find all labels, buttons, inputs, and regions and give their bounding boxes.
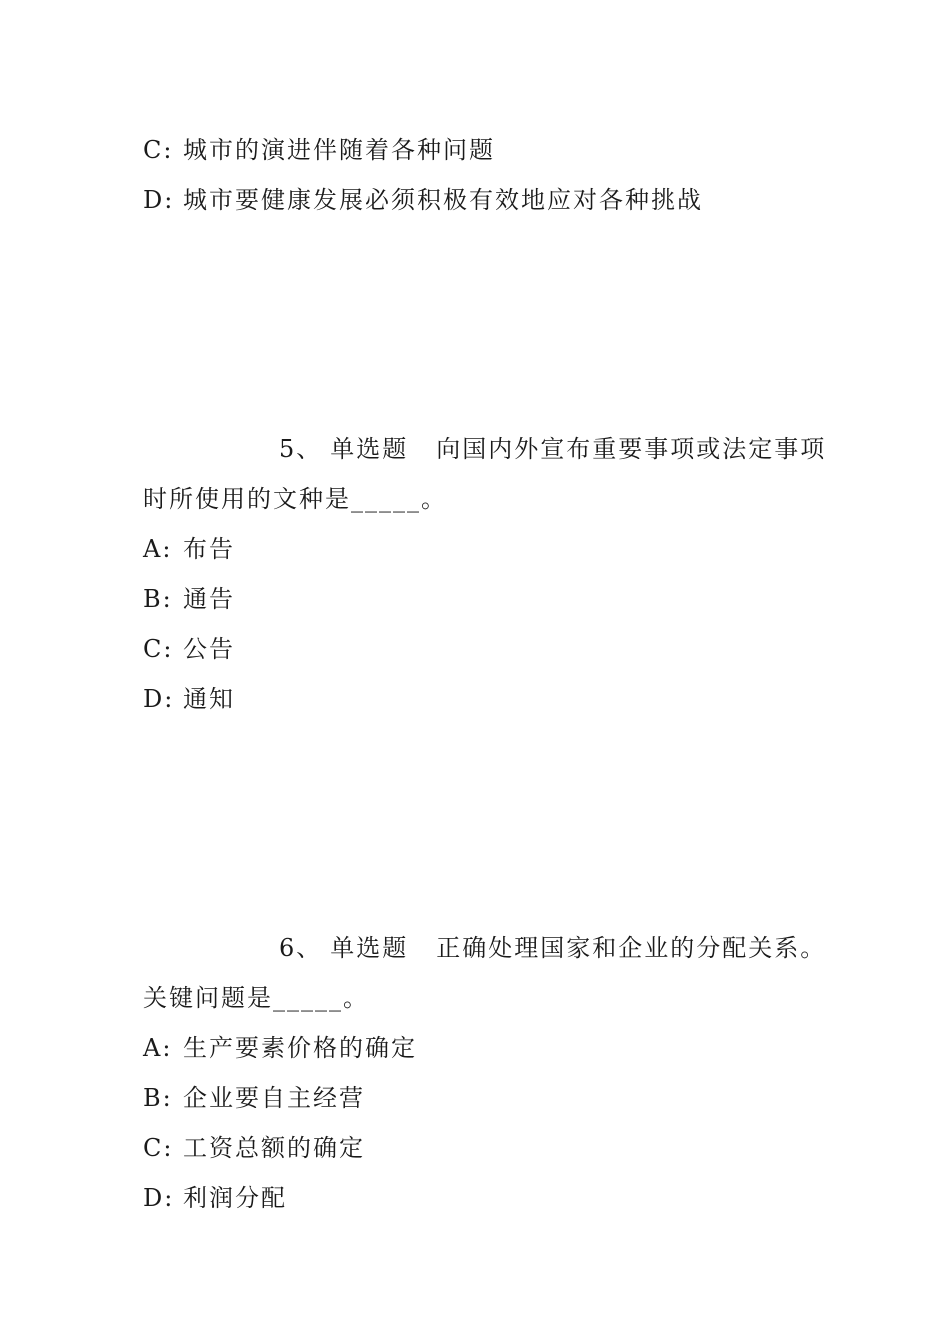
- question-type: 单选题: [330, 934, 409, 962]
- option-text: 生产要素价格的确定: [183, 1034, 417, 1062]
- option-text: 利润分配: [183, 1184, 287, 1212]
- option-key: C:: [143, 1134, 174, 1162]
- q5-option-b: [143, 584, 235, 614]
- q6-option-d: [143, 1183, 287, 1213]
- option-text: 通告: [183, 585, 235, 613]
- option-text: 城市的演进伴随着各种问题: [183, 136, 495, 164]
- option-key: D:: [143, 1184, 175, 1212]
- q5-option-d: [143, 684, 235, 714]
- question-type: 单选题: [330, 435, 409, 463]
- q6-option-b: [143, 1083, 365, 1113]
- q6-stem-line2: [143, 983, 369, 1013]
- q5-option-c: [143, 634, 235, 664]
- q5-stem-line1: [279, 434, 826, 464]
- option-key: C:: [143, 635, 174, 663]
- option-key: A:: [143, 535, 173, 563]
- question-stem: 正确处理国家和企业的分配关系。: [436, 934, 827, 962]
- option-text: 通知: [183, 685, 235, 713]
- q5-option-a: [143, 534, 235, 564]
- q4-option-c: [143, 135, 495, 165]
- option-key: A:: [143, 1034, 173, 1062]
- option-key: D:: [143, 186, 175, 214]
- q6-option-c: [143, 1133, 365, 1163]
- question-number: 5、: [279, 435, 323, 463]
- question-stem-continued: 关键问题是_____。: [143, 984, 369, 1012]
- option-key: B:: [143, 585, 173, 613]
- option-text: 公告: [183, 635, 235, 663]
- option-text: 工资总额的确定: [183, 1134, 365, 1162]
- question-stem: 向国内外宣布重要事项或法定事项: [436, 435, 827, 463]
- option-key: C:: [143, 136, 174, 164]
- q5-stem-line2: [143, 484, 447, 514]
- q6-stem-line1: [279, 933, 826, 963]
- q6-option-a: [143, 1033, 417, 1063]
- q4-option-d: [143, 185, 703, 215]
- option-text: 布告: [183, 535, 235, 563]
- option-text: 城市要健康发展必须积极有效地应对各种挑战: [183, 186, 703, 214]
- question-number: 6、: [279, 934, 323, 962]
- option-text: 企业要自主经营: [183, 1084, 365, 1112]
- question-stem-continued: 时所使用的文种是_____。: [143, 485, 447, 513]
- option-key: D:: [143, 685, 175, 713]
- option-key: B:: [143, 1084, 173, 1112]
